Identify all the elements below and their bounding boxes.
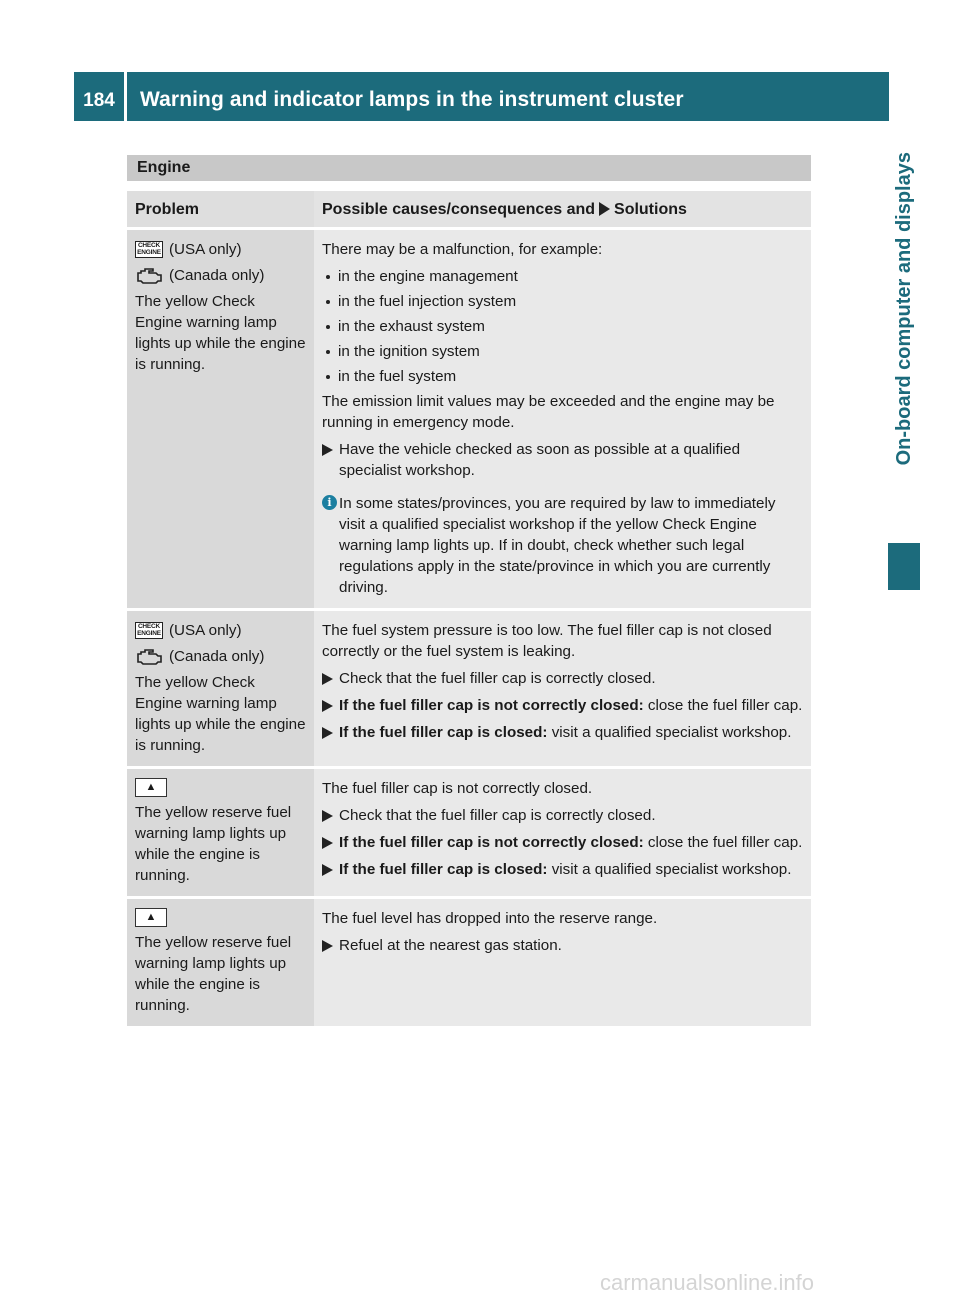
column-header-problem: Problem bbox=[127, 191, 314, 227]
side-tab-marker bbox=[888, 543, 920, 590]
lamp-line bbox=[135, 778, 306, 797]
cause-cell bbox=[314, 769, 811, 896]
lamp-label: (Canada only) bbox=[169, 267, 265, 284]
problem-cell bbox=[127, 899, 314, 1026]
action-arrow-icon bbox=[322, 810, 333, 822]
list-item: in the ignition system bbox=[322, 341, 803, 362]
action-arrow-icon bbox=[322, 940, 333, 952]
check-engine-icon: CHECK ENGINE bbox=[135, 622, 163, 639]
page-header bbox=[74, 72, 889, 121]
solution-step bbox=[322, 805, 803, 826]
solution-step bbox=[322, 859, 803, 880]
engine-icon bbox=[135, 267, 163, 285]
solution-text: Have the vehicle checked as soon as possible at a qualified specialist workshop. bbox=[339, 441, 741, 479]
table-row bbox=[127, 230, 811, 608]
cause-cell bbox=[314, 230, 811, 608]
action-arrow-icon bbox=[322, 673, 333, 685]
section-title: Engine bbox=[127, 155, 811, 181]
problem-description: The yellow Check Engine warning lamp lights up while the engine is running. bbox=[135, 293, 306, 373]
solution-step bbox=[322, 722, 803, 743]
table-row bbox=[127, 899, 811, 1026]
solution-text: close the fuel filler cap. bbox=[643, 834, 803, 851]
cause-list bbox=[322, 266, 803, 387]
cause-consequence: The emission limit values may be exceeded and the engine may be running in emergency mode. bbox=[322, 393, 775, 431]
problem-description: The yellow reserve fuel warning lamp lights up while the engine is running. bbox=[135, 804, 292, 884]
problem-description: The yellow reserve fuel warning lamp lights up while the engine is running. bbox=[135, 934, 292, 1014]
cause-cell bbox=[314, 611, 811, 766]
solution-text: close the fuel filler cap. bbox=[643, 697, 803, 714]
table-row bbox=[127, 611, 811, 766]
action-arrow-icon bbox=[322, 700, 333, 712]
action-arrow-icon bbox=[322, 727, 333, 739]
lamp-label: (USA only) bbox=[169, 622, 242, 639]
solution-step bbox=[322, 439, 803, 481]
side-tab-label: On-board computer and displays bbox=[892, 152, 915, 466]
solution-step bbox=[322, 832, 803, 853]
column-header-causes bbox=[314, 191, 811, 227]
column-header-causes-text: Possible causes/consequences and bbox=[322, 200, 596, 218]
table-row bbox=[127, 769, 811, 896]
solution-text: Check that the fuel filler cap is correctly closed. bbox=[339, 807, 656, 824]
solution-text: visit a qualified specialist workshop. bbox=[547, 724, 792, 741]
solution-text: Refuel at the nearest gas station. bbox=[339, 937, 562, 954]
problem-cell bbox=[127, 769, 314, 896]
problem-description: The yellow Check Engine warning lamp lights up while the engine is running. bbox=[135, 674, 306, 754]
column-header-solutions-text: Solutions bbox=[614, 200, 687, 218]
action-arrow-icon bbox=[322, 444, 333, 456]
page-number: 184 bbox=[74, 72, 124, 121]
side-tab bbox=[888, 152, 920, 532]
solution-condition: If the fuel filler cap is not correctly closed: bbox=[339, 697, 644, 714]
note-text: In some states/provinces, you are required by law to immediately visit a qualified specialist workshop if the yellow Check Engine warning lamp lights up. If in doubt, check whether such legal regulations apply in the state/province in which you are currently driving. bbox=[339, 495, 776, 596]
solution-step bbox=[322, 695, 803, 716]
solution-condition: If the fuel filler cap is closed: bbox=[339, 861, 548, 878]
cause-intro: The fuel filler cap is not correctly closed. bbox=[322, 780, 593, 797]
list-item: in the engine management bbox=[322, 266, 803, 287]
solution-condition: If the fuel filler cap is closed: bbox=[339, 724, 548, 741]
list-item: in the fuel injection system bbox=[322, 291, 803, 312]
cause-cell bbox=[314, 899, 811, 1026]
solution-arrow-icon bbox=[599, 202, 610, 216]
lamp-line bbox=[135, 620, 306, 641]
cause-intro: There may be a malfunction, for example: bbox=[322, 241, 603, 258]
solution-text: Check that the fuel filler cap is correctly closed. bbox=[339, 670, 656, 687]
reserve-fuel-icon: ▲ bbox=[135, 778, 167, 797]
solution-condition: If the fuel filler cap is not correctly closed: bbox=[339, 834, 644, 851]
table-header-row bbox=[127, 191, 811, 227]
lamp-label: (Canada only) bbox=[169, 648, 265, 665]
lamp-label: (USA only) bbox=[169, 241, 242, 258]
solution-step bbox=[322, 668, 803, 689]
engine-icon bbox=[135, 648, 163, 666]
cause-intro: The fuel system pressure is too low. The fuel filler cap is not closed correctly or the fuel system is leaking. bbox=[322, 622, 772, 660]
list-item: in the fuel system bbox=[322, 366, 803, 387]
problem-cell bbox=[127, 230, 314, 608]
solution-step bbox=[322, 935, 803, 956]
warning-lamp-table bbox=[127, 188, 811, 1029]
lamp-line bbox=[135, 265, 306, 286]
action-arrow-icon bbox=[322, 864, 333, 876]
info-note bbox=[322, 493, 803, 598]
lamp-line bbox=[135, 908, 306, 927]
list-item: in the exhaust system bbox=[322, 316, 803, 337]
action-arrow-icon bbox=[322, 837, 333, 849]
lamp-line bbox=[135, 239, 306, 260]
chapter-title: Warning and indicator lamps in the instrument cluster bbox=[127, 72, 889, 121]
watermark: carmanualsonline.info bbox=[600, 1270, 815, 1295]
info-icon: i bbox=[322, 495, 337, 510]
solution-text: visit a qualified specialist workshop. bbox=[547, 861, 792, 878]
reserve-fuel-icon: ▲ bbox=[135, 908, 167, 927]
problem-cell bbox=[127, 611, 314, 766]
cause-intro: The fuel level has dropped into the reserve range. bbox=[322, 910, 658, 927]
lamp-line bbox=[135, 646, 306, 667]
check-engine-icon: CHECK ENGINE bbox=[135, 241, 163, 258]
